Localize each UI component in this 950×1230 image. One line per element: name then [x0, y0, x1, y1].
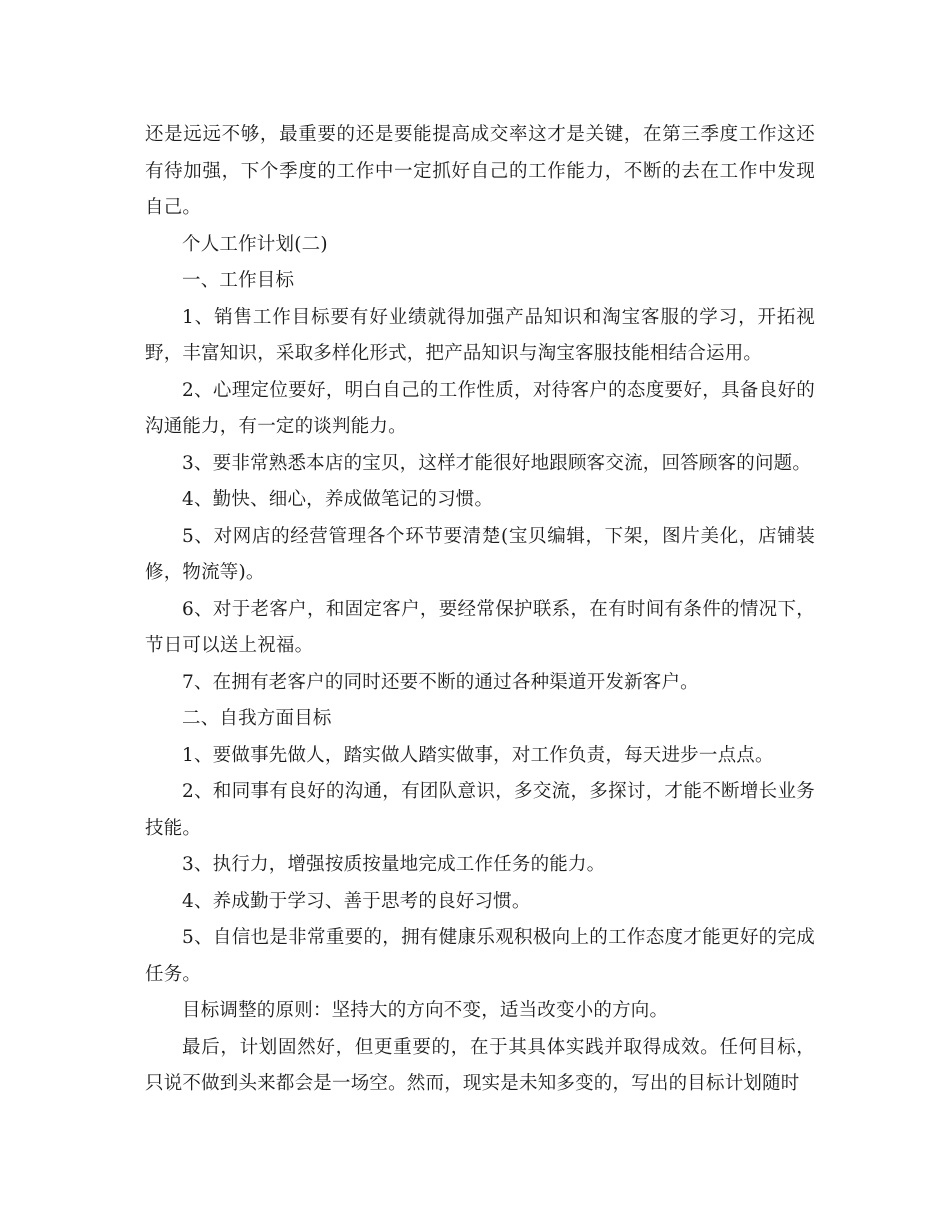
paragraph-adjustment-principle: 目标调整的原则：坚持大的方向不变，适当改变小的方向。: [182, 1000, 669, 1021]
list-item-work-goal-4: 4、勤快、细心，养成做笔记的习惯。: [182, 489, 494, 510]
section-title-plan-2: 个人工作计划(二): [182, 233, 328, 255]
heading-self-goals: 二、自我方面目标: [182, 708, 332, 729]
list-item-work-goal-5: 5、对网店的经营管理各个环节要清楚(宝贝编辑，下架，图片美化，店铺装修，物流等)。: [145, 525, 815, 583]
list-item-work-goal-1: 1、销售工作目标要有好业绩就得加强产品知识和淘宝客服的学习，开拓视野，丰富知识，采取多样化形式，把产品知识与淘宝客服技能相结合运用。: [145, 306, 815, 364]
list-item-self-goal-3: 3、执行力，增强按质按量地完成工作任务的能力。: [182, 854, 606, 875]
list-item-work-goal-6: 6、对于老客户，和固定客户，要经常保护联系，在有时间有条件的情况下，节日可以送上祝福。: [145, 598, 815, 656]
heading-work-goals: 一、工作目标: [182, 270, 295, 291]
paragraph-conclusion: 最后，计划固然好，但更重要的，在于其具体实践并取得成效。任何目标，只说不做到头来都会是一场空。然而，现实是未知多变的，写出的目标计划随时: [145, 1036, 815, 1094]
list-item-self-goal-4: 4、养成勤于学习、善于思考的良好习惯。: [182, 890, 531, 912]
list-item-self-goal-2: 2、和同事有良好的沟通，有团队意识，多交流，多探讨，才能不断增长业务技能。: [145, 781, 815, 839]
list-item-work-goal-7: 7、在拥有老客户的同时还要不断的通过各种渠道开发新客户。: [182, 671, 699, 693]
list-item-work-goal-3: 3、要非常熟悉本店的宝贝，这样才能很好地跟顾客交流，回答顾客的问题。: [182, 452, 812, 474]
list-item-self-goal-1: 1、要做事先做人，踏实做人踏实做事，对工作负责，每天进步一点点。: [182, 744, 774, 766]
paragraph-continuation: 还是远远不够，最重要的还是要能提高成交率这才是关键，在第三季度工作这还有待加强，下个季度的工作中一定抓好自己的工作能力，不断的去在工作中发现自己。: [145, 124, 815, 218]
list-item-work-goal-2: 2、心理定位要好，明白自己的工作性质，对待客户的态度要好，具备良好的沟通能力，有一定的谈判能力。: [145, 379, 815, 437]
document-body: [145, 117, 815, 1103]
list-item-self-goal-5: 5、自信也是非常重要的，拥有健康乐观积极向上的工作态度才能更好的完成任务。: [145, 927, 815, 985]
